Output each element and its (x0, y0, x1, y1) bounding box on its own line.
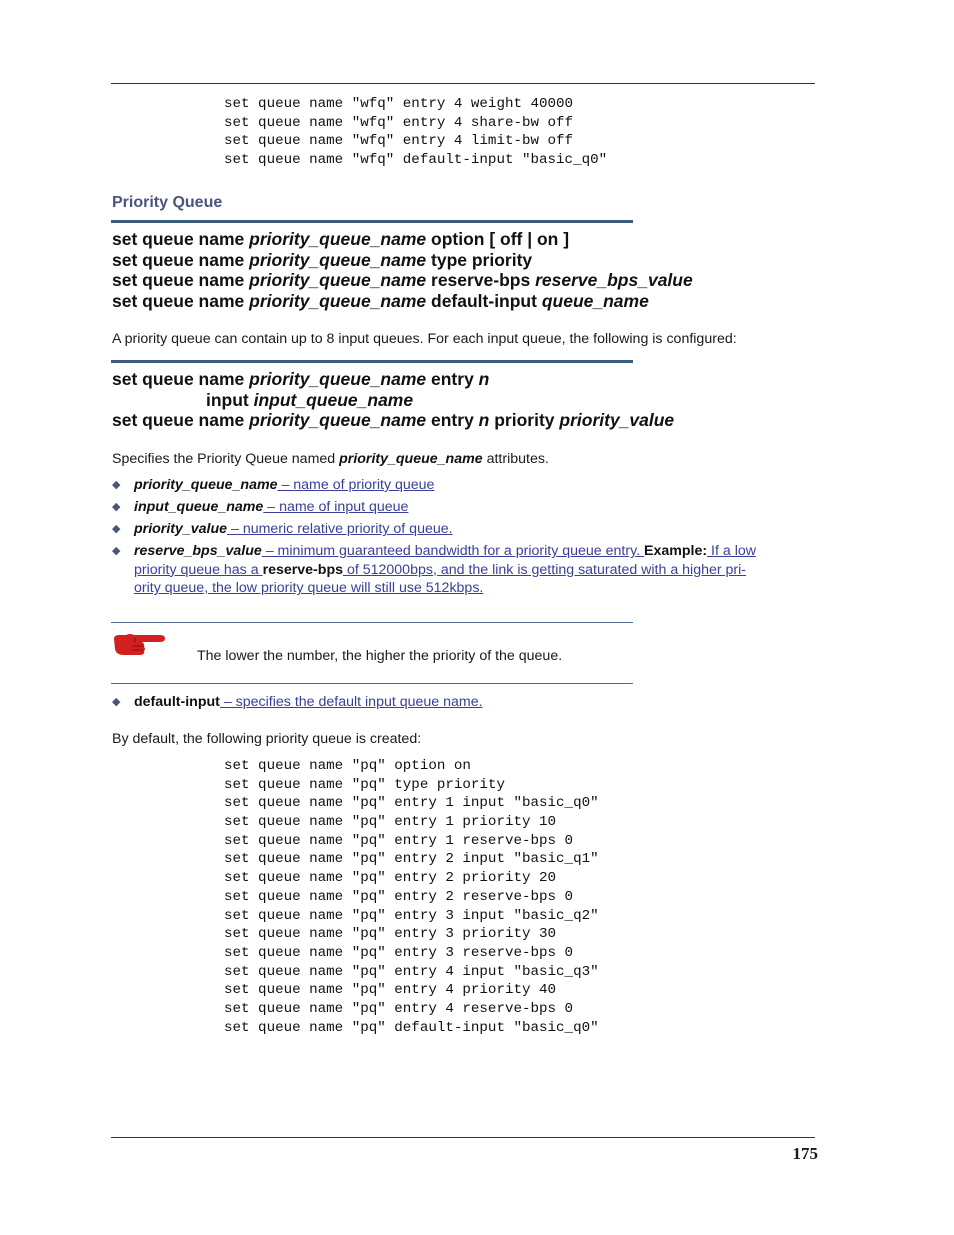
code-line: set queue name "pq" entry 4 priority 40 (224, 982, 557, 999)
code-line: set queue name "pq" type priority (224, 776, 505, 793)
list-item: ◆ reserve_bps_value – minimum guaranteed bandwidth for a priority queue entry. Example: If a low priority queue has a reserve-bps of 512000bps, and the link is getting saturated with a higher pri- ority queue, the low priority queue will still use 512kbps. (112, 543, 756, 597)
code-line: set queue name "wfq" entry 4 share-bw off (224, 114, 574, 131)
syntax-line: set queue name priority_queue_name entry n priority priority_value (112, 410, 675, 430)
description-link[interactable]: – name of priority queue (277, 477, 435, 493)
list-item: ◆ default-input – specifies the default input queue name. (112, 694, 483, 710)
list-item: ◆ priority_queue_name – name of priority queue (112, 477, 435, 493)
header-rule (111, 83, 815, 84)
code-line: set queue name "pq" entry 3 input "basic_q2" (224, 907, 599, 924)
intro-paragraph: A priority queue can contain up to 8 input queues. For each input queue, the following is configured: (112, 331, 737, 347)
syntax-line: set queue name priority_queue_name entry n (112, 369, 490, 389)
section-bar (111, 360, 633, 363)
code-line: set queue name "pq" entry 4 reserve-bps 0 (224, 1000, 574, 1017)
syntax-line: set queue name priority_queue_name option [ off | on ] (112, 229, 570, 249)
diamond-bullet-icon: ◆ (112, 501, 121, 514)
syntax-line: input input_queue_name (206, 389, 414, 410)
default-input-list (112, 693, 812, 715)
syntax-line: set queue name priority_queue_name reserve-bps reserve_bps_value (112, 270, 693, 290)
code-line: set queue name "pq" option on (224, 758, 471, 774)
section-heading: Priority Queue (112, 194, 223, 211)
footer-rule (111, 1137, 815, 1138)
note-top-rule (111, 622, 633, 623)
code-line: set queue name "wfq" default-input "basic_q0" (224, 152, 608, 169)
code-line: set queue name "pq" entry 2 priority 20 (224, 870, 557, 887)
code-line: set queue name "pq" default-input "basic_q0" (224, 1019, 599, 1036)
syntax-line: set queue name priority_queue_name type priority (112, 249, 533, 270)
code-block-pq (224, 757, 599, 1037)
section-bar (111, 220, 633, 223)
diamond-bullet-icon: ◆ (112, 479, 121, 491)
list-item: ◆ priority_value – numeric relative priority of queue. (112, 521, 453, 538)
list-item: ◆ input_queue_name – name of input queue (112, 499, 409, 516)
syntax-line: set queue name priority_queue_name default-input queue_name (112, 290, 649, 311)
default-intro-paragraph: By default, the following priority queue is created: (112, 731, 422, 747)
diamond-bullet-icon: ◆ (112, 545, 121, 558)
diamond-bullet-icon: ◆ (112, 523, 121, 536)
page-number: 175 (792, 1144, 818, 1163)
description-link[interactable]: – numeric relative priority of queue. (227, 521, 453, 538)
description-link[interactable]: – name of input queue (263, 499, 409, 516)
code-line: set queue name "pq" entry 3 priority 30 (224, 926, 557, 943)
code-line: set queue name "pq" entry 1 priority 10 (224, 814, 557, 831)
code-line: set queue name "pq" entry 2 input "basic_q1" (224, 851, 599, 868)
code-line: set queue name "wfq" entry 4 weight 40000 (224, 96, 574, 112)
code-line: set queue name "pq" entry 1 input "basic_q0" (224, 795, 599, 812)
pointing-hand-icon (112, 630, 166, 658)
description-link[interactable]: – specifies the default input queue name. (219, 694, 483, 710)
code-line: set queue name "pq" entry 4 input "basic_q3" (224, 963, 599, 980)
code-line: set queue name "pq" entry 2 reserve-bps 0 (224, 888, 574, 905)
syntax-block-2 (112, 369, 674, 431)
code-block-wfq (224, 95, 607, 170)
note-bottom-rule (111, 683, 633, 684)
code-line: set queue name "pq" entry 1 reserve-bps 0 (224, 832, 574, 849)
code-line: set queue name "wfq" entry 4 limit-bw off (224, 133, 574, 150)
code-line: set queue name "pq" entry 3 reserve-bps 0 (224, 944, 574, 961)
description-link[interactable]: – minimum guaranteed bandwidth for a priority queue entry. (261, 543, 644, 560)
note-text: The lower the number, the higher the priority of the queue. (197, 648, 563, 664)
diamond-bullet-icon: ◆ (112, 696, 121, 708)
specifies-paragraph: Specifies the Priority Queue named priority_queue_name attributes. (112, 451, 549, 467)
syntax-block-1 (112, 229, 693, 311)
attribute-list (112, 476, 812, 601)
